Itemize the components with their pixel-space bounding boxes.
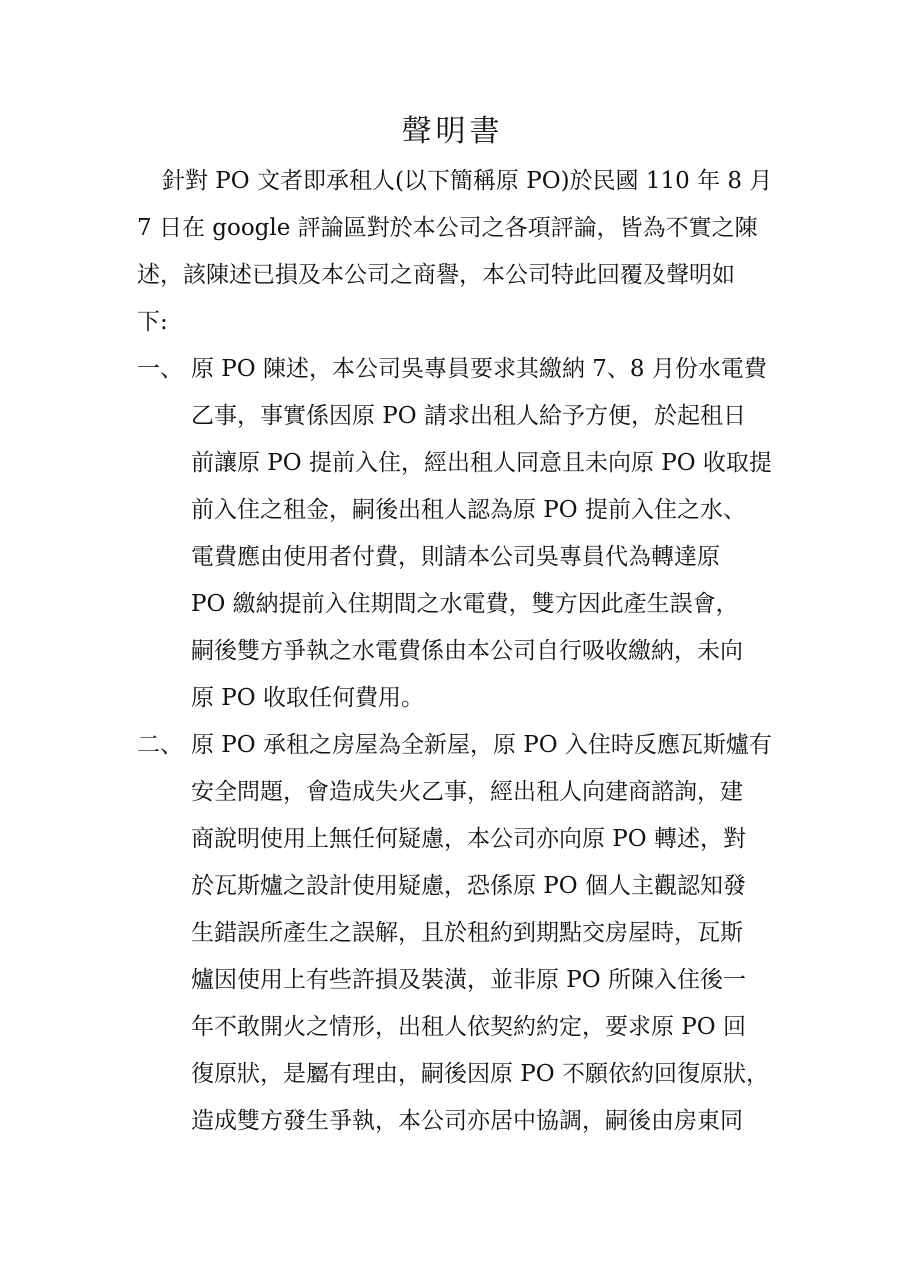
item-line: 復原狀，是屬有理由，嗣後因原 PO 不願依約回復原狀， [191, 1061, 769, 1087]
item-line: 安全問題，會造成失火乙事，經出租人向建商諮詢，建 [191, 779, 743, 805]
item-line: 造成雙方發生爭執，本公司亦居中協調，嗣後由房東同 [191, 1108, 743, 1134]
item-line: 原 PO 陳述，本公司吳專員要求其繳納 7、8 月份水電費 [191, 356, 767, 382]
item-line: 年不敢開火之情形，出租人依契約約定，要求原 PO 回 [191, 1014, 746, 1040]
item-line: 電費應由使用者付費，則請本公司吳專員代為轉達原 [191, 544, 720, 570]
item-line: 原 PO 承租之房屋為全新屋，原 PO 入住時反應瓦斯爐有 [191, 732, 772, 758]
item-line: 乙事，事實係因原 PO 請求出租人給予方便，於起租日 [191, 403, 746, 429]
document-title: 聲明書 [401, 114, 504, 149]
intro-line: 7 日在 google 評論區對於本公司之各項評論，皆為不實之陳 [137, 215, 758, 241]
intro-line: 述，該陳述已損及本公司之商譽，本公司特此回覆及聲明如 [137, 262, 735, 288]
item-line: PO 繳納提前入住期間之水電費，雙方因此產生誤會， [191, 591, 739, 617]
item-line: 於瓦斯爐之設計使用疑慮，恐係原 PO 個人主觀認知發 [191, 873, 746, 899]
item-line: 嗣後雙方爭執之水電費係由本公司自行吸收繳納，未向 [191, 638, 743, 664]
intro-line: 針對 PO 文者即承租人(以下簡稱原 PO)於民國 110 年 8 月 [162, 168, 773, 194]
item-marker: 二、 [137, 732, 183, 758]
item-line: 爐因使用上有些許損及裝潢，並非原 PO 所陳入住後一 [191, 967, 746, 993]
item-line: 前入住之租金，嗣後出租人認為原 PO 提前入住之水、 [191, 497, 746, 523]
item-line: 前讓原 PO 提前入住，經出租人同意且未向原 PO 收取提 [191, 450, 772, 476]
item-line: 原 PO 收取任何費用。 [191, 685, 424, 711]
intro-line: 下: [137, 309, 168, 335]
item-marker: 一、 [137, 356, 183, 382]
item-line: 商說明使用上無任何疑慮，本公司亦向原 PO 轉述，對 [191, 826, 746, 852]
item-line: 生錯誤所產生之誤解，且於租約到期點交房屋時，瓦斯 [191, 920, 743, 946]
